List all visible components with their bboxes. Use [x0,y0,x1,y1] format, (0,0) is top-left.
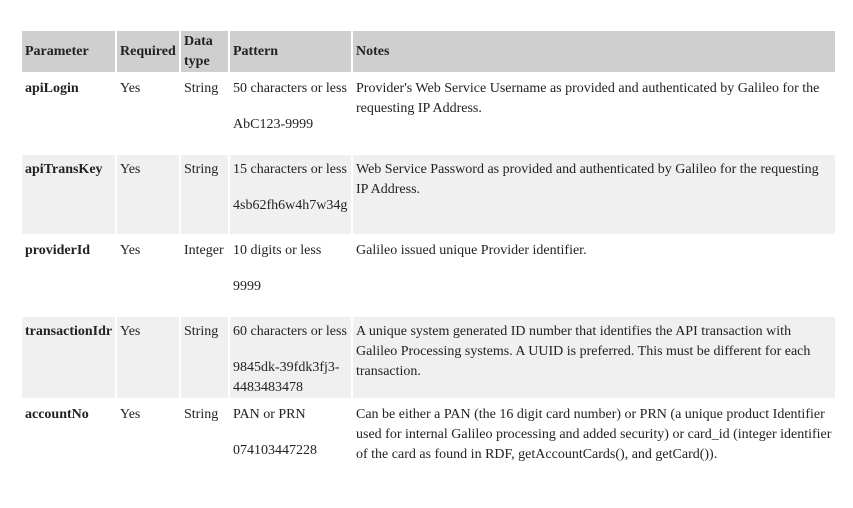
cell-data-type: String [181,155,228,234]
cell-parameter: transactionIdr [22,317,115,398]
cell-parameter: providerId [25,243,91,258]
cell-pattern [230,400,351,479]
cell-notes: Provider's Web Service Username as provided and authenticated by Galileo for the requesting IP Address. [356,81,820,116]
cell-required: Yes [120,81,141,96]
cell-notes: Can be either a PAN (the 16 digit card number) or PRN (a unique product Identifier used for internal Galileo processing and added security) or card_id (integer identifier of the card as found in RDF, getAccountCards(), and getCard()). [356,407,832,462]
parameters-table [20,29,837,481]
cell-data-type: Integer [184,243,224,258]
table-row [22,317,835,398]
cell-required: Yes [117,317,179,398]
pattern-text: 10 digits or less [233,243,322,258]
cell-required: Yes [120,243,141,258]
cell-required: Yes [117,155,179,234]
cell-pattern [230,317,351,398]
parameters-table-container [20,29,837,481]
cell-pattern [230,74,351,153]
cell-pattern [230,155,351,234]
cell-parameter: apiLogin [25,81,79,96]
header-notes: Notes [353,31,835,72]
cell-pattern [230,236,351,315]
cell-notes: Galileo issued unique Provider identifier. [356,243,587,258]
pattern-example: 9845dk-39fdk3fj3-4483483478 [233,360,340,395]
cell-data-type: String [181,317,228,398]
cell-data-type: String [184,81,219,96]
header-data-type: Data type [181,31,228,72]
pattern-example: 9999 [233,279,261,294]
cell-parameter: accountNo [25,407,89,422]
header-parameter: Parameter [22,31,115,72]
pattern-example: 4sb62fh6w4h7w34g [233,198,348,213]
header-row [22,31,835,72]
table-header [22,31,835,72]
pattern-example: 074103447228 [233,443,317,458]
table-row [22,400,835,479]
table-row [22,155,835,234]
header-pattern: Pattern [230,31,351,72]
pattern-text: 15 characters or less [233,162,347,177]
cell-notes: A unique system generated ID number that identifies the API transaction with Galileo Processing systems. A UUID is preferred. This must be different for each transaction. [353,317,835,398]
header-required: Required [117,31,179,72]
pattern-example: AbC123-9999 [233,117,314,132]
cell-data-type: String [184,407,219,422]
table-body [22,74,835,479]
pattern-text: 50 characters or less [233,81,347,96]
table-row [22,236,835,315]
cell-notes: Web Service Password as provided and authenticated by Galileo for the requesting IP Address. [353,155,835,234]
pattern-text: 60 characters or less [233,324,347,339]
pattern-text: PAN or PRN [233,407,306,422]
table-row [22,74,835,153]
cell-parameter: apiTransKey [22,155,115,234]
cell-required: Yes [120,407,141,422]
